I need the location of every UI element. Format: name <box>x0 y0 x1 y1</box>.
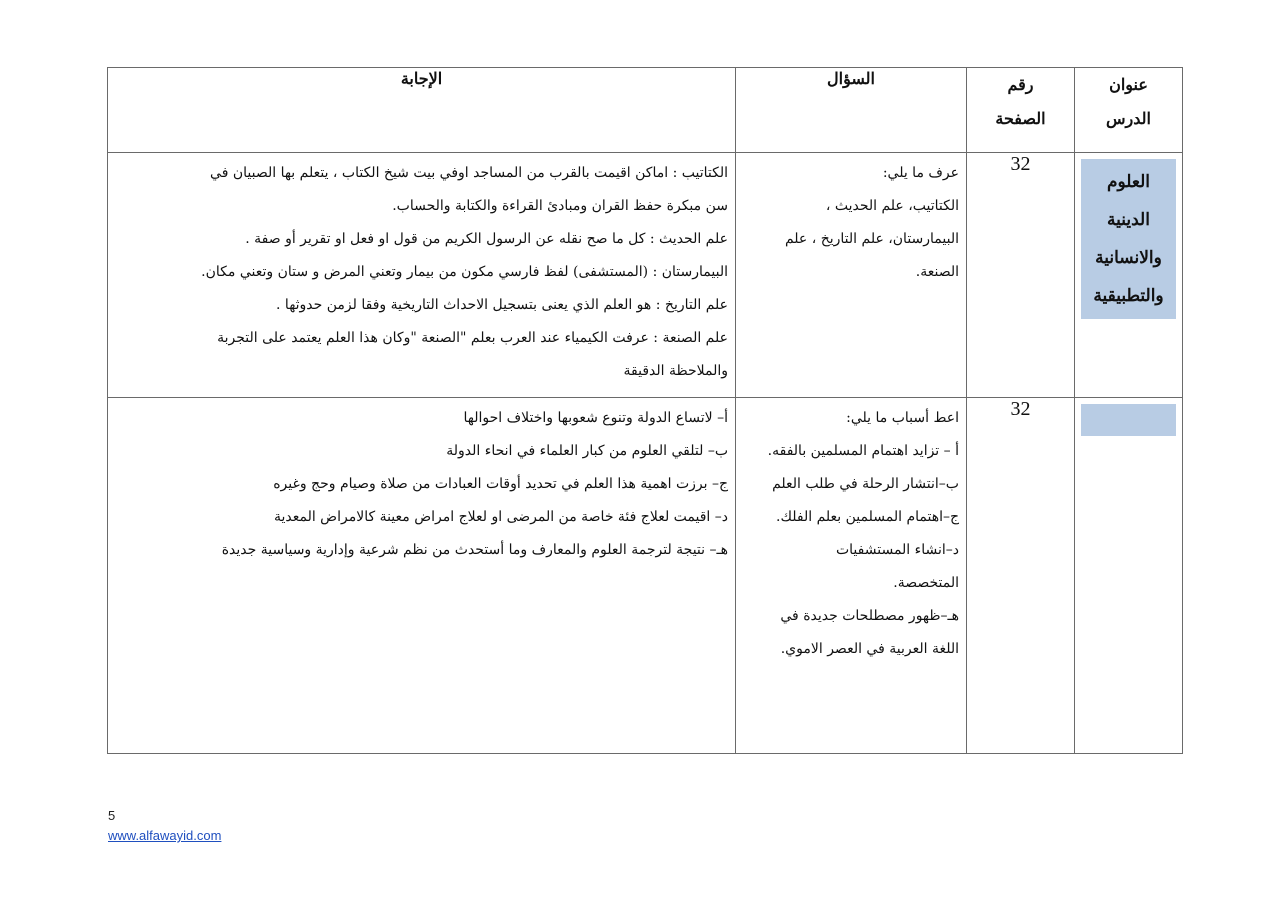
header-question: السؤال <box>736 68 967 153</box>
answer-line: ج– برزت اهمية هذا العلم في تحديد أوقات العبادات من صلاة وصيام وحج وغيره <box>273 476 728 492</box>
answer-line: د– اقيمت لعلاج فئة خاصة من المرضى او لعلاج امراض معينة كالامراض المعدية <box>273 509 728 525</box>
lesson-title-highlight <box>1081 159 1176 319</box>
question-line: عرف ما يلي: <box>882 165 959 181</box>
question-line: اعط أسباب ما يلي: <box>846 410 959 426</box>
table-row <box>108 153 1183 398</box>
answer-line: الكتاتيب : اماكن اقيمت بالقرب من المساجد اوفي بيت شيخ الكتاب ، يتعلم بها الصبيان في <box>210 165 728 181</box>
page-number: 32 <box>1010 153 1031 175</box>
answer-line: سن مبكرة حفظ القران ومبادئ القراءة والكتابة والحساب. <box>392 198 728 214</box>
question-line: هـ–ظهور مصطلحات جديدة في <box>780 608 959 624</box>
question-line: ج–اهتمام المسلمين بعلم الفلك. <box>776 509 959 525</box>
answer-line: هـ– نتيجة لترجمة العلوم والمعارف وما أستحدث من نظم شرعية وإدارية وسياسية جديدة <box>221 542 728 558</box>
answer-line: والملاحظة الدقيقة <box>623 363 728 379</box>
header-answer: الإجابة <box>108 68 736 153</box>
question-cell <box>736 398 967 754</box>
header-row <box>108 68 1183 153</box>
answer-cell <box>108 398 736 754</box>
page-number-cell <box>967 153 1075 398</box>
lesson-cell <box>1075 398 1183 754</box>
page-number-cell <box>967 398 1075 754</box>
answer-line: البيمارستان : (المستشفى) لفظ فارسي مكون من بيمار وتعني المرض و ستان وتعني مكان. <box>201 264 728 280</box>
question-cell <box>736 153 967 398</box>
answer-line: علم الصنعة : عرفت الكيمياء عند العرب بعلم "الصنعة "وكان هذا العلم يعتمد على التجربة <box>217 330 728 346</box>
question-line: د–انشاء المستشفيات <box>835 542 959 558</box>
answer-line: ب– لتلقي العلوم من كبار العلماء في انحاء الدولة <box>446 443 728 459</box>
lesson-table <box>107 67 1183 754</box>
lesson-cell <box>1075 153 1183 398</box>
lesson-title-highlight <box>1081 404 1176 436</box>
question-line: الصنعة. <box>915 264 959 280</box>
footer-page-number: 5 <box>108 808 116 823</box>
answer-line: علم الحديث : كل ما صح نقله عن الرسول الكريم من قول او فعل او تقرير أو صفة . <box>245 231 728 247</box>
answer-line: أ– لاتساع الدولة وتنوع شعوبها واختلاف احوالها <box>463 410 728 426</box>
header-page-number: رقم الصفحة <box>967 68 1075 153</box>
lesson-title-line: والتطبيقية <box>1093 286 1164 306</box>
page-number: 32 <box>1010 398 1031 420</box>
question-line: اللغة العربية في العصر الاموي. <box>780 641 959 657</box>
lesson-title-line: الدينية <box>1107 210 1150 230</box>
answer-line: علم التاريخ : هو العلم الذي يعنى بتسجيل الاحداث التاريخية وفقا لزمن حدوثها . <box>276 297 728 313</box>
lesson-title-line: العلوم <box>1106 172 1151 192</box>
table-row <box>108 398 1183 754</box>
answer-cell <box>108 153 736 398</box>
lesson-title-line: والانسانية <box>1095 248 1162 268</box>
question-line: البيمارستان، علم التاريخ ، علم <box>784 231 959 247</box>
question-line: الكتاتيب، علم الحديث ، <box>825 198 959 214</box>
footer-website-link[interactable]: www.alfawayid.com <box>108 828 222 843</box>
header-lesson-title: عنوان الدرس <box>1075 68 1183 153</box>
question-line: المتخصصة. <box>893 575 959 591</box>
question-line: ب–انتشار الرحلة في طلب العلم <box>772 476 959 492</box>
question-line: أ – تزايد اهتمام المسلمين بالفقه. <box>767 443 959 459</box>
